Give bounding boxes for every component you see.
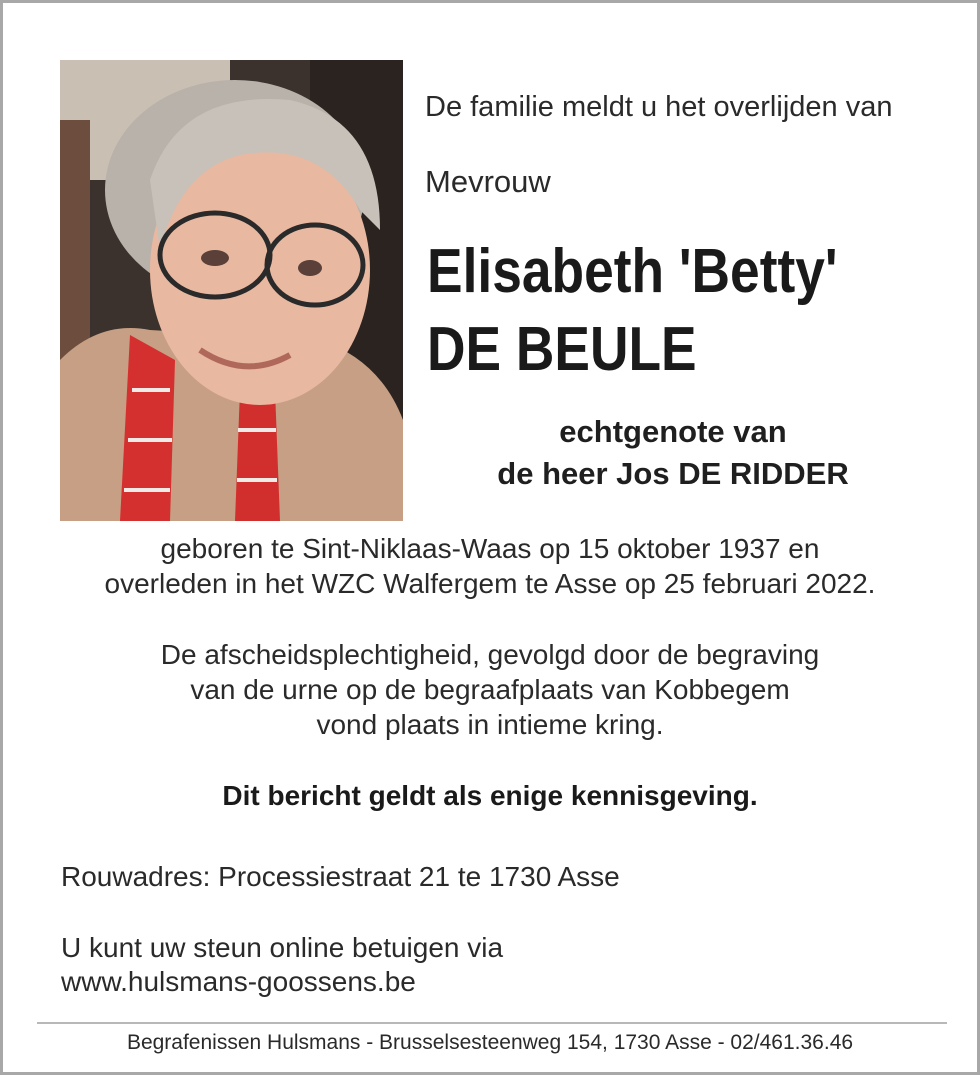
deceased-first-name: Elisabeth 'Betty' — [427, 237, 838, 306]
condolence-website-link[interactable]: www.hulsmans-goossens.be — [61, 966, 416, 997]
birth-death-info — [3, 531, 977, 601]
birth-line: geboren te Sint-Niklaas-Waas op 15 oktober 1937 en — [160, 533, 820, 564]
spouse-info — [423, 411, 923, 495]
portrait-photo — [60, 60, 403, 521]
ceremony-info — [3, 637, 977, 742]
spouse-relation: echtgenote van — [559, 414, 787, 449]
ceremony-line-2: van de urne op de begraafplaats van Kobbegem — [190, 674, 790, 705]
spouse-name: de heer Jos DE RIDDER — [497, 456, 849, 491]
online-condolences — [61, 931, 503, 999]
footer-divider — [37, 1022, 947, 1024]
funeral-home-footer: Begrafenissen Hulsmans - Brusselsesteenweg 154, 1730 Asse - 02/461.36.46 — [126, 1031, 854, 1054]
deceased-name — [427, 233, 838, 389]
death-line: overleden in het WZC Walfergem te Asse op 25 februari 2022. — [104, 568, 876, 599]
mourning-address: Rouwadres: Processiestraat 21 te 1730 Asse — [61, 861, 620, 892]
announcement-intro: De familie meldt u het overlijden van — [425, 91, 893, 123]
notice-statement: Dit bericht geldt als enige kennisgeving. — [222, 780, 758, 811]
portrait-illustration — [60, 60, 403, 521]
ceremony-line-3: vond plaats in intieme kring. — [316, 709, 664, 740]
deceased-last-name: DE BEULE — [427, 315, 697, 384]
online-condolences-text: U kunt uw steun online betuigen via — [61, 932, 504, 963]
honorific: Mevrouw — [425, 164, 551, 199]
ceremony-line-1: De afscheidsplechtigheid, gevolgd door de begraving — [160, 639, 820, 670]
